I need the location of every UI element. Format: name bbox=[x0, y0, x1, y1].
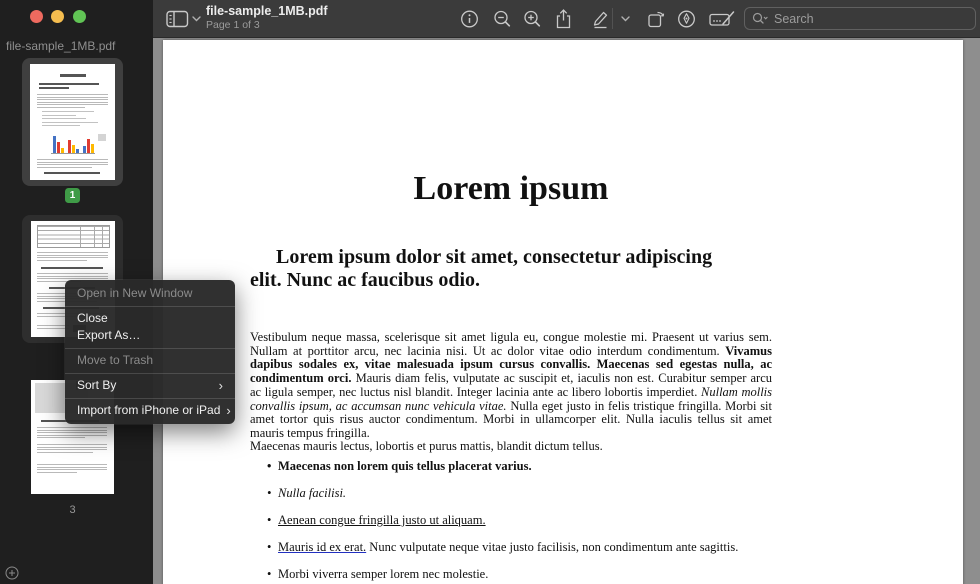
bullet-text: Nunc vulputate neque vitae justo facilisis, non condimentum ante sagittis. bbox=[366, 540, 739, 554]
menu-item-import-from-iphone-or-ipad[interactable] bbox=[65, 402, 235, 419]
menu-item-move-to-trash bbox=[65, 352, 235, 369]
page-1-number-badge: 1 bbox=[65, 188, 80, 203]
page-3-number-label: 3 bbox=[69, 504, 76, 516]
toolbar-divider bbox=[612, 8, 613, 29]
search-input[interactable] bbox=[772, 11, 968, 27]
document-title: file-sample_1MB.pdf bbox=[206, 4, 328, 18]
menu-item-label: Open in New Window bbox=[77, 286, 193, 300]
search-icon bbox=[752, 12, 768, 25]
zoom-out-button[interactable] bbox=[493, 9, 512, 28]
markup-button[interactable] bbox=[590, 9, 611, 29]
sidebar-options-chevron-icon[interactable] bbox=[192, 16, 201, 22]
menu-item-label: Close bbox=[77, 311, 108, 325]
doc-heading: Lorem ipsum bbox=[413, 170, 609, 207]
submenu-chevron-icon: › bbox=[226, 403, 231, 418]
menu-item-open-in-new-window bbox=[65, 285, 235, 302]
para1-italic-text: Nullam mollis convallis ipsum, ac accumsan nunc vehicula vitae. bbox=[250, 384, 773, 413]
context-menu bbox=[65, 280, 235, 424]
page-indicator: Page 1 of 3 bbox=[206, 19, 260, 31]
para1-text: Mauris diam felis, vulputate ac suscipit et, iaculis non est. Curabitur semper arcu ac ligula semper, nec luctus nisl blandit. Integer lacinia ante ac libero lobortis imperdiet. bbox=[250, 371, 772, 399]
para1-bold-text: Vivamus dapibus sodales ex, vitae malesuada ipsum cursus convallis. Maecenas sed egestas nulla, ac condimentum orci. bbox=[250, 343, 772, 386]
pdf-page-1 bbox=[163, 40, 963, 584]
bullet-item: • Nulla facilisi. bbox=[267, 487, 767, 501]
bullet-item: • Morbi viverra semper lorem nec molestie. bbox=[267, 568, 767, 582]
menu-item-label: Import from iPhone or iPad bbox=[77, 403, 221, 417]
menu-item-close[interactable] bbox=[65, 310, 235, 327]
bullet-item: • Aenean congue fringilla justo ut aliquam. bbox=[267, 514, 767, 528]
bullet-item bbox=[267, 541, 767, 555]
menu-separator bbox=[65, 348, 235, 349]
menu-item-export-as[interactable] bbox=[65, 327, 235, 344]
menu-item-label: Move to Trash bbox=[77, 353, 154, 367]
doc-paragraph-2: Maecenas mauris lectus, lobortis et purus mattis, blandit dictum tellus. bbox=[250, 439, 603, 453]
menu-separator bbox=[65, 373, 235, 374]
highlight-button[interactable] bbox=[677, 9, 696, 28]
thumbnail-page-1-preview bbox=[30, 64, 115, 180]
zoom-in-button[interactable] bbox=[523, 9, 542, 28]
doc-paragraph-1 bbox=[250, 331, 772, 441]
menu-separator bbox=[65, 398, 235, 399]
info-button[interactable] bbox=[460, 9, 479, 28]
menu-separator bbox=[65, 306, 235, 307]
menu-item-label: Sort By bbox=[77, 378, 117, 392]
para1-text: Vestibulum neque massa, scelerisque sit amet ligula eu, congue molestie mi. Praesent ut varius sem. Nullam at porttitor arcu, nec lacinia nisi. Ut ac dolor vitae odio interdum condimentum. bbox=[250, 330, 772, 358]
document-view[interactable] bbox=[153, 37, 980, 584]
markup-options-chevron-icon[interactable] bbox=[621, 16, 630, 22]
minimize-button[interactable] bbox=[51, 10, 64, 23]
doc-subheading: Lorem ipsum dolor sit amet, consectetur adipiscing elit. Nunc ac faucibus odio. bbox=[250, 246, 713, 291]
close-button[interactable] bbox=[30, 10, 43, 23]
bullet-item: • Maecenas non lorem quis tellus placerat varius. bbox=[267, 460, 767, 474]
para1-text: Nulla eget justo in felis tristique fringilla. Morbi sit amet tortor quis risus auctor condimentum. Morbi in ullamcorper elit. Nulla iaculis tellus sit amet mauris tempus fringilla. bbox=[250, 398, 773, 440]
share-button[interactable] bbox=[555, 8, 572, 29]
add-page-button[interactable] bbox=[5, 566, 19, 580]
fullscreen-button[interactable] bbox=[73, 10, 86, 23]
menu-item-sort-by[interactable] bbox=[65, 377, 235, 394]
submenu-chevron-icon: › bbox=[218, 378, 223, 393]
thumbnail-page-1[interactable] bbox=[22, 58, 123, 186]
toolbar bbox=[153, 0, 980, 38]
window-title-block bbox=[206, 4, 328, 31]
menu-item-label: Export As… bbox=[77, 328, 141, 342]
doc-bullet-list bbox=[267, 460, 767, 584]
sidebar-filename: file-sample_1MB.pdf bbox=[6, 39, 116, 53]
doc-link[interactable]: Mauris id ex erat. bbox=[278, 540, 367, 554]
rotate-button[interactable] bbox=[646, 9, 667, 29]
thumbnail-chart bbox=[51, 128, 95, 154]
search-field[interactable] bbox=[744, 7, 976, 30]
sidebar-toggle-button[interactable] bbox=[166, 10, 189, 28]
fill-and-sign-button[interactable] bbox=[709, 9, 736, 28]
